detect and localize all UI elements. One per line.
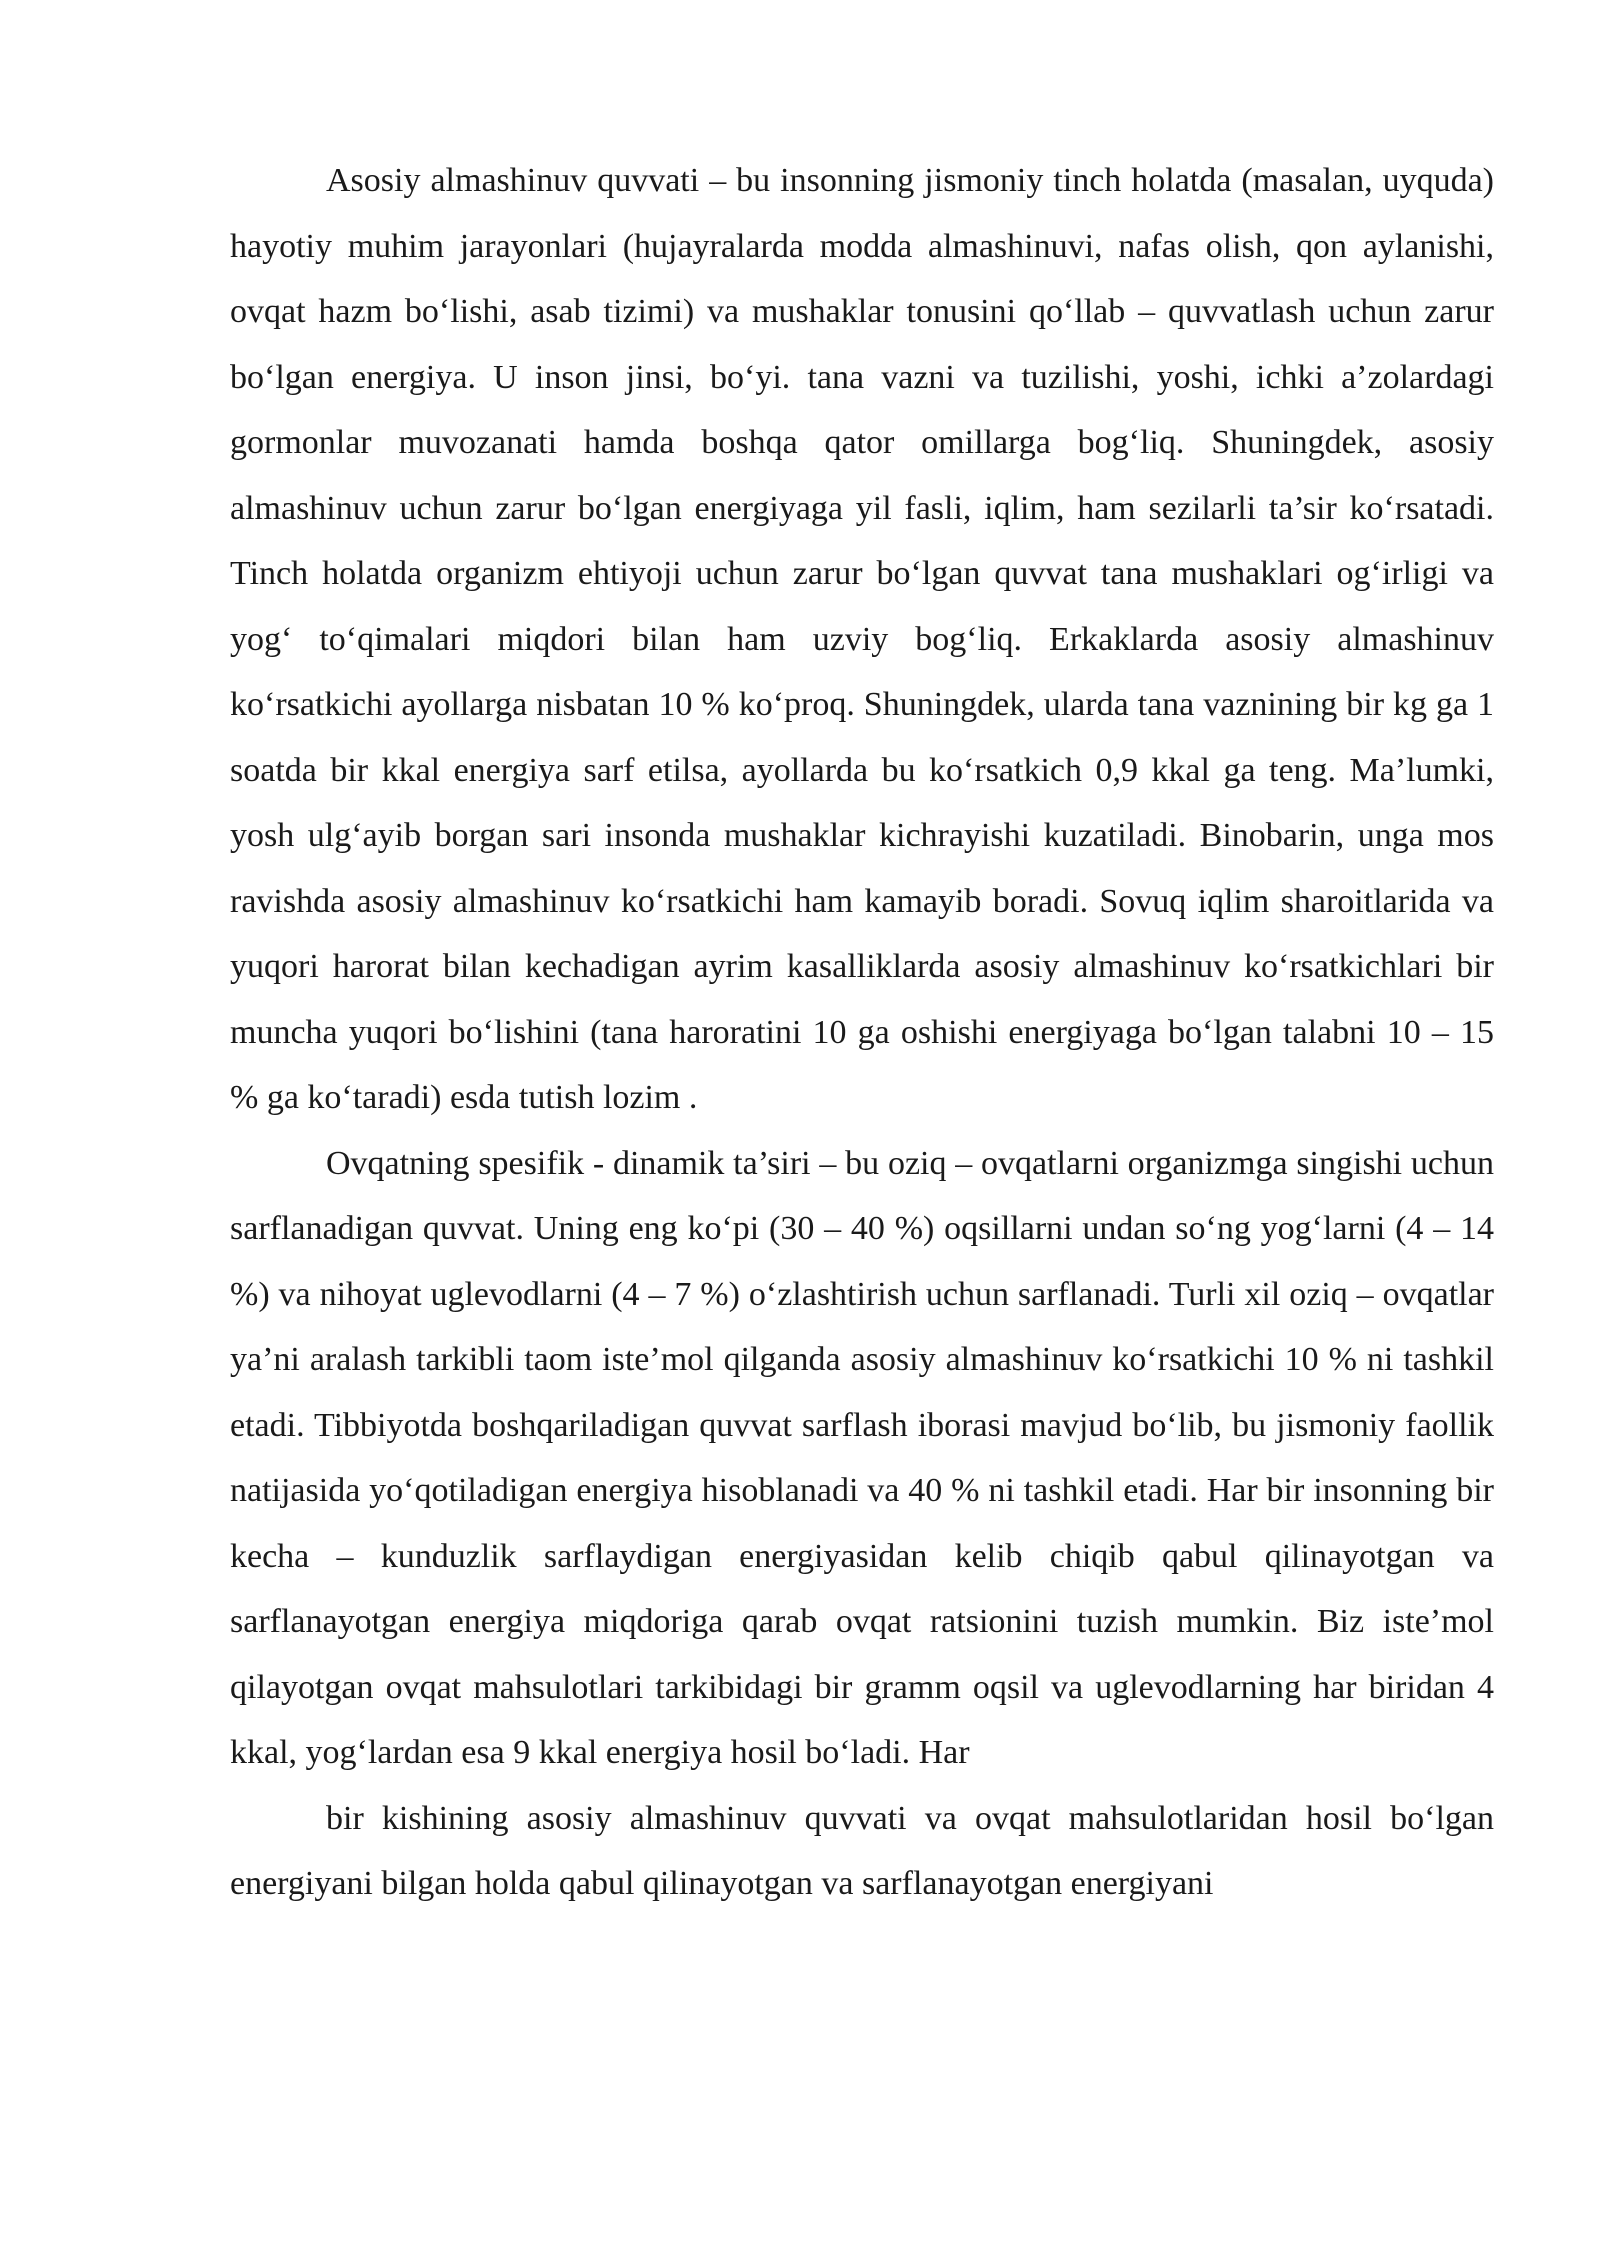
- paragraph-energy-balance: bir kishining asosiy almashinuv quvvati va ovqat mahsulotlaridan hosil bo‘lgan energiyani bilgan holda qabul qilinayotgan va sarflanayotgan energiyani: [230, 1799, 1494, 1902]
- paragraph-basal-metabolism: Asosiy almashinuv quvvati – bu insonning jismoniy tinch holatda (masalan, uyquda) hayotiy muhim jarayonlari (hujayralarda modda almashinuvi, nafas olish, qon aylanishi, ovqat hazm bo‘lishi, asab tizimi) va mushaklar tonusini qo‘llab – quvvatlash uchun zarur bo‘lgan energiya. U inson jinsi, bo‘yi. tana vazni va tuzilishi, yoshi, ichki a’zolardagi gormonlar muvozanati hamda boshqa qator omillarga bog‘liq. Shuningdek, asosiy almashinuv uchun zarur bo‘lgan energiyaga yil fasli, iqlim, ham sezilarli ta’sir ko‘rsatadi. Tinch holatda organizm ehtiyoji uchun zarur bo‘lgan quvvat tana mushaklari og‘irligi va yog‘ to‘qimalari miqdori bilan ham uzviy bog‘liq. Erkaklarda asosiy almashinuv ko‘rsatkichi ayollarga nisbatan 10 % ko‘proq. Shuningdek, ularda tana vaznining bir kg ga 1 soatda bir kkal energiya sarf etilsa, ayollarda bu ko‘rsatkich 0,9 kkal ga teng. Ma’lumki, yosh ulg‘ayib borgan sari insonda mushaklar kichrayishi kuzatiladi. Binobarin, unga mos ravishda asosiy almashinuv ko‘rsatkichi ham kamayib boradi. Sovuq iqlim sharoitlarida va yuqori harorat bilan kechadigan ayrim kasalliklarda asosiy almashinuv ko‘rsatkichlari bir muncha yuqori bo‘lishini (tana haroratini 10 ga oshishi energiyaga bo‘lgan talabni 10 – 15 % ga ko‘taradi) esda tutish lozim .: [230, 162, 1494, 1116]
- paragraph-specific-dynamic-action: Ovqatning spesifik - dinamik ta’siri – bu oziq – ovqatlarni organizmga singishi uchun sarflanadigan quvvat. Uning eng ko‘pi (30 – 40 %) oqsillarni undan so‘ng yog‘larni (4 – 14 %) va nihoyat uglevodlarni (4 – 7 %) o‘zlashtirish uchun sarflanadi. Turli xil oziq – ovqatlar ya’ni aralash tarkibli taom iste’mol qilganda asosiy almashinuv ko‘rsatkichi 10 % ni tashkil etadi. Tibbiyotda boshqariladigan quvvat sarflash iborasi mavjud bo‘lib, bu jismoniy faollik natijasida yo‘qotiladigan energiya hisoblanadi va 40 % ni tashkil etadi. Har bir insonning bir kecha – kunduzlik sarflaydigan energiyasidan kelib chiqib qabul qilinayotgan va sarflanayotgan energiya miqdoriga qarab ovqat ratsionini tuzish mumkin. Biz iste’mol qilayotgan ovqat mahsulotlari tarkibidagi bir gramm oqsil va uglevodlarning har biridan 4 kkal, yog‘lardan esa 9 kkal energiya hosil bo‘ladi. Har: [230, 1144, 1494, 1771]
- document-page: [230, 148, 1494, 1917]
